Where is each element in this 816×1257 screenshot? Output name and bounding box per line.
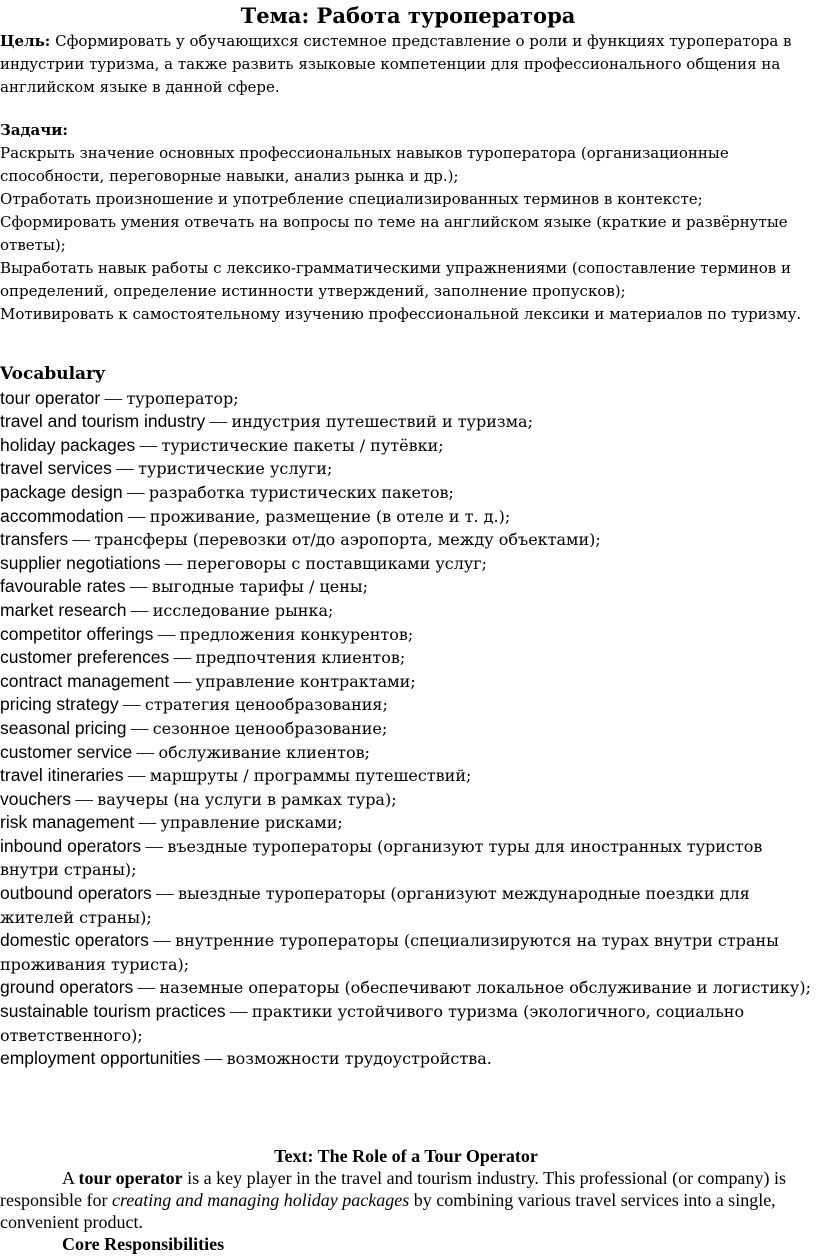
vocabulary-term: domestic operators bbox=[0, 930, 149, 951]
vocabulary-dash: — bbox=[225, 1001, 252, 1022]
vocabulary-entry bbox=[0, 764, 812, 788]
vocabulary-term: ground operators bbox=[0, 977, 134, 998]
vocabulary-entry bbox=[0, 741, 812, 765]
vocabulary-definition: предложения конкурентов; bbox=[179, 624, 414, 644]
reading-text-section bbox=[0, 1145, 812, 1255]
vocabulary-entry bbox=[0, 929, 812, 976]
vocabulary-definition: индустрия путешествий и туризма; bbox=[231, 412, 533, 432]
vocabulary-dash: — bbox=[200, 1048, 227, 1069]
vocabulary-term: favourable rates bbox=[0, 576, 126, 597]
vocabulary-dash: — bbox=[141, 835, 168, 856]
vocabulary-entry bbox=[0, 882, 812, 929]
para-emphasis-phrase: creating and managing holiday packages bbox=[111, 1190, 410, 1210]
vocabulary-dash: — bbox=[126, 717, 153, 738]
vocabulary-entry bbox=[0, 976, 812, 1000]
vocabulary-definition: предпочтения клиентов; bbox=[195, 648, 406, 668]
vocabulary-definition: ваучеры (на услуги в рамках тура); bbox=[97, 789, 397, 809]
vocabulary-definition: возможности трудоустройства. bbox=[226, 1049, 492, 1069]
vocabulary-definition: управление рисками; bbox=[160, 813, 343, 833]
task-item: Сформировать умения отвечать на вопросы по теме на английском языке (краткие и развёрнутые ответы); bbox=[0, 213, 788, 254]
vocabulary-entry bbox=[0, 575, 812, 599]
vocabulary-dash: — bbox=[123, 765, 150, 786]
vocabulary-dash: — bbox=[71, 788, 98, 809]
vocabulary-entry bbox=[0, 670, 812, 694]
vocabulary-dash: — bbox=[132, 741, 159, 762]
para-part: A bbox=[62, 1168, 79, 1188]
tasks-heading: Задачи: bbox=[0, 121, 68, 139]
vocabulary-dash: — bbox=[122, 481, 149, 502]
vocabulary-entry bbox=[0, 457, 812, 481]
vocabulary-definition: туристические пакеты / путёвки; bbox=[161, 435, 444, 455]
vocabulary-entry bbox=[0, 717, 812, 741]
vocabulary-entry bbox=[0, 410, 812, 434]
vocabulary-term: tour operator bbox=[0, 387, 101, 408]
vocabulary-term: employment opportunities bbox=[0, 1048, 201, 1069]
para-emphasis-term: tour operator bbox=[78, 1168, 183, 1188]
vocabulary-dash: — bbox=[135, 434, 162, 455]
vocabulary-entry bbox=[0, 599, 812, 623]
vocabulary-definition: туроператор; bbox=[126, 388, 239, 408]
vocabulary-definition: сезонное ценообразование; bbox=[152, 718, 388, 738]
vocabulary-dash: — bbox=[134, 812, 161, 833]
text-title: Text: The Role of a Tour Operator bbox=[274, 1146, 538, 1166]
vocabulary-definition: стратегия ценообразования; bbox=[144, 695, 388, 715]
vocabulary-term: accommodation bbox=[0, 505, 124, 526]
vocabulary-definition: трансферы (перевозки от/до аэропорта, между объектами); bbox=[94, 530, 601, 550]
vocabulary-term: travel itineraries bbox=[0, 765, 124, 786]
vocabulary-entry bbox=[0, 646, 812, 670]
vocabulary-entry bbox=[0, 1047, 812, 1071]
vocabulary-entry bbox=[0, 835, 812, 882]
vocabulary-definition: выгодные тарифы / цены; bbox=[151, 577, 368, 597]
vocabulary-term: travel services bbox=[0, 458, 112, 479]
vocabulary-term: contract management bbox=[0, 670, 170, 691]
vocabulary-term: travel and tourism industry bbox=[0, 411, 206, 432]
task-item: Мотивировать к самостоятельному изучению профессиональной лексики и материалов по туризму. bbox=[0, 305, 802, 323]
vocabulary-dash: — bbox=[100, 387, 127, 408]
vocabulary-dash: — bbox=[205, 411, 232, 432]
vocabulary-entry bbox=[0, 387, 812, 411]
vocabulary-entry bbox=[0, 1000, 812, 1047]
vocabulary-term: package design bbox=[0, 481, 123, 502]
vocabulary-entry bbox=[0, 552, 812, 576]
vocabulary-dash: — bbox=[118, 694, 145, 715]
goal-section bbox=[0, 30, 812, 99]
vocabulary-dash: — bbox=[169, 647, 196, 668]
vocabulary-definition: наземные операторы (обеспечивают локальное обслуживание и логистику); bbox=[159, 978, 811, 998]
vocabulary-term: outbound operators bbox=[0, 883, 152, 904]
goal-text: Сформировать у обучающихся системное представление о роли и функциях туроператора в индустрии туризма, а также развить языковые компетенции для профессионального общения на английском языке в данной сфере. bbox=[0, 32, 792, 96]
page-title: Тема: Работа туроператора bbox=[240, 3, 576, 28]
vocabulary-entry bbox=[0, 505, 812, 529]
vocabulary-term: pricing strategy bbox=[0, 694, 119, 715]
vocabulary-entry bbox=[0, 481, 812, 505]
vocabulary-entry bbox=[0, 434, 812, 458]
vocabulary-entry bbox=[0, 788, 812, 812]
vocabulary-dash: — bbox=[151, 883, 179, 904]
vocabulary-term: sustainable tourism practices bbox=[0, 1001, 226, 1022]
vocabulary-term: transfers bbox=[0, 529, 69, 550]
vocabulary-entry bbox=[0, 623, 812, 647]
vocabulary-dash: — bbox=[148, 930, 176, 951]
para-part: by combining various travel services into a single, convenient product. bbox=[0, 1190, 776, 1232]
vocabulary-entry bbox=[0, 693, 812, 717]
vocabulary-definition: разработка туристических пакетов; bbox=[148, 482, 454, 502]
tasks-section bbox=[0, 119, 812, 326]
vocabulary-dash: — bbox=[153, 623, 180, 644]
goal-label: Цель: bbox=[0, 32, 51, 50]
task-item: Отработать произношение и употребление специализированных терминов в контексте; bbox=[0, 190, 703, 208]
vocabulary-definition: въездные туроператоры (организуют туры для иностранных туристов внутри страны); bbox=[0, 836, 763, 880]
text-paragraph bbox=[0, 1167, 812, 1233]
para-part: is a key player in the travel and tourism industry. This professional (or company) is responsible for bbox=[0, 1168, 787, 1210]
goal-paragraph bbox=[0, 30, 812, 99]
vocabulary-entry bbox=[0, 811, 812, 835]
vocabulary-definition: выездные туроператоры (организуют международные поездки для жителей страны); bbox=[0, 884, 750, 927]
vocabulary-dash: — bbox=[125, 576, 152, 597]
vocabulary-definition: исследование рынка; bbox=[152, 600, 334, 620]
vocabulary-dash: — bbox=[126, 599, 153, 620]
vocabulary-definition: маршруты / программы путешествий; bbox=[149, 766, 472, 786]
vocabulary-section bbox=[0, 363, 812, 1071]
vocabulary-list bbox=[0, 387, 812, 1071]
vocabulary-dash: — bbox=[123, 505, 150, 526]
tasks-list bbox=[0, 142, 812, 326]
vocabulary-term: inbound operators bbox=[0, 835, 142, 856]
vocabulary-dash: — bbox=[133, 977, 160, 998]
vocabulary-definition: внутренние туроператоры (специализируются на турах внутри страны проживания туриста); bbox=[0, 931, 779, 974]
vocabulary-term: competitor offerings bbox=[0, 623, 154, 644]
vocabulary-definition: управление контрактами; bbox=[195, 671, 416, 691]
vocabulary-term: supplier negotiations bbox=[0, 552, 161, 573]
vocabulary-definition: проживание, размещение (в отеле и т. д.); bbox=[149, 506, 511, 526]
vocabulary-term: vouchers bbox=[0, 788, 72, 809]
vocabulary-entry bbox=[0, 528, 812, 552]
subheading-core-responsibilities: Core Responsibilities bbox=[62, 1234, 225, 1254]
vocabulary-dash: — bbox=[160, 552, 187, 573]
vocabulary-term: risk management bbox=[0, 812, 135, 833]
vocabulary-term: market research bbox=[0, 599, 127, 620]
vocabulary-term: customer service bbox=[0, 741, 133, 762]
vocabulary-term: seasonal pricing bbox=[0, 717, 127, 738]
vocabulary-definition: переговоры с поставщиками услуг; bbox=[186, 553, 488, 573]
vocabulary-definition: обслуживание клиентов; bbox=[158, 742, 370, 762]
vocabulary-definition: практики устойчивого туризма (экологичного, социально ответственного); bbox=[0, 1002, 745, 1045]
vocabulary-term: holiday packages bbox=[0, 434, 136, 455]
vocabulary-dash: — bbox=[169, 670, 196, 691]
task-item: Раскрыть значение основных профессиональных навыков туроператора (организационные способности, переговорные навыки, анализ рынка и др.); bbox=[0, 144, 729, 185]
vocabulary-term: customer preferences bbox=[0, 647, 170, 668]
vocabulary-heading: Vocabulary bbox=[0, 364, 105, 384]
vocabulary-dash: — bbox=[111, 458, 139, 479]
vocabulary-definition: туристические услуги; bbox=[138, 459, 333, 479]
vocabulary-dash: — bbox=[68, 529, 95, 550]
task-item: Выработать навык работы с лексико-грамматическими упражнениями (сопоставление терминов и определений, определение истинности утверждений, заполнение пропусков); bbox=[0, 259, 791, 300]
